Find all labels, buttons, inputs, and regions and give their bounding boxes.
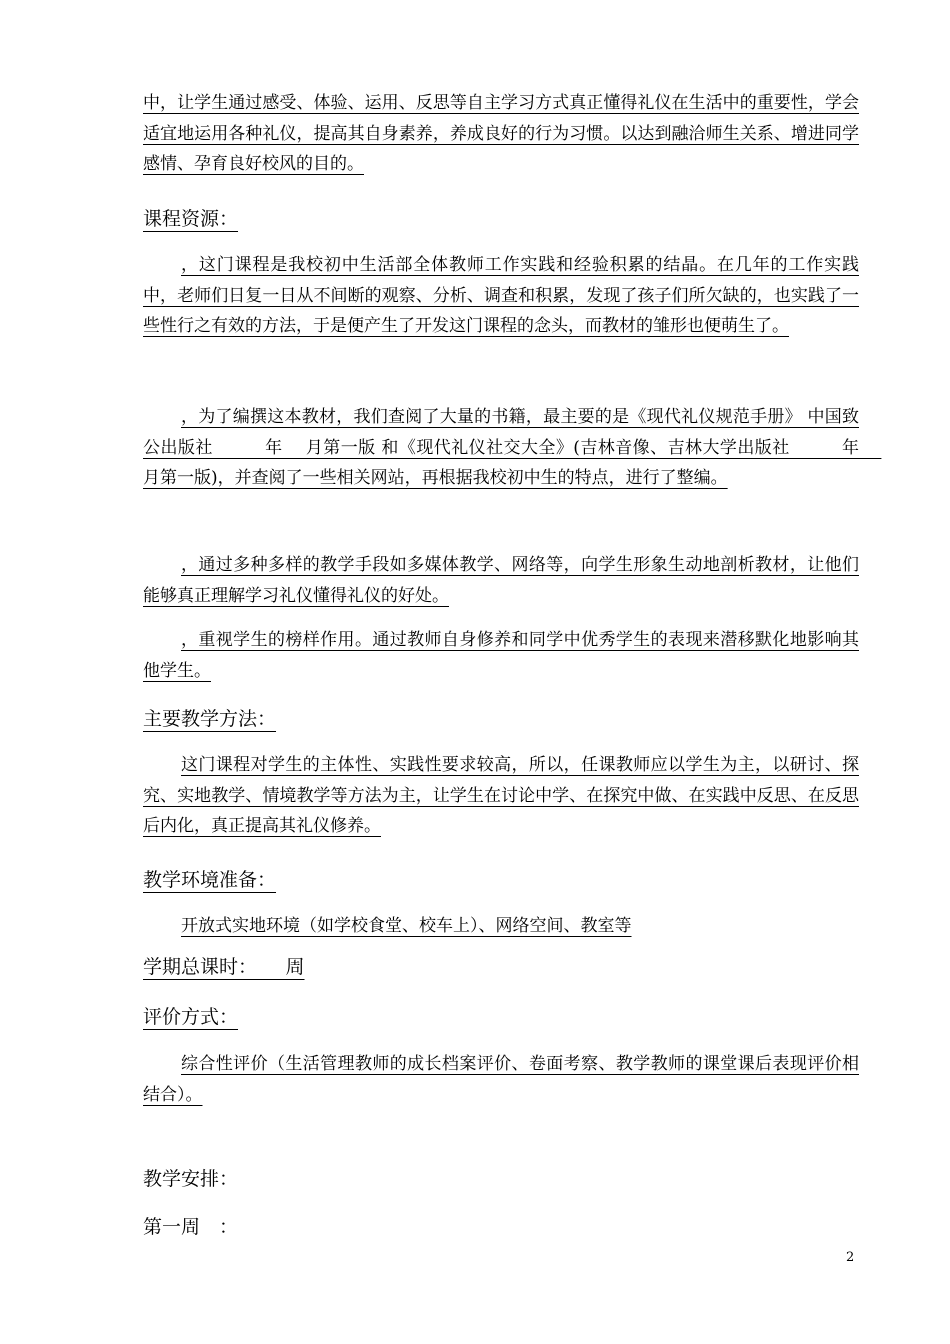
- schedule-heading: 教学安排：: [143, 1168, 239, 1190]
- resources-heading: 课程资源：: [143, 208, 239, 230]
- resources-paragraph-1: ，这门课程是我校初中生活部全体教师工作实践和经验积累的结晶。在几年的工作实践中，老师们日复一日从不间断的观察、分析、调查和积累，发现了孩子们所欠缺的，也实践了一些性行之有效的方法，于是便产生了开发这门课程的念头，而教材的雏形也便萌生了。: [143, 255, 859, 336]
- environment-text: 开放式实地环境（如学校食堂、校车上）、网络空间、教室等: [181, 916, 632, 936]
- methods-heading: 主要教学方法：: [143, 708, 277, 730]
- intro-paragraph: 中，让学生通过感受、体验、运用、反思等自主学习方式真正懂得礼仪在生活中的重要性，学会适宜地运用各种礼仪，提高其自身素养，养成良好的行为习惯。以达到融洽师生关系、增进同学感情、孕育良好校风的目的。: [143, 93, 859, 174]
- week-1-label: 第一周 ：: [143, 1216, 239, 1238]
- methods-paragraph: 这门课程对学生的主体性、实践性要求较高，所以，任课教师应以学生为主，以研讨、探究、实地教学、情境教学等方法为主，让学生在讨论中学、在探究中做、在实践中反思、在反思后内化，真正提高其礼仪修养。: [143, 755, 859, 836]
- evaluation-paragraph: 综合性评价（生活管理教师的成长档案评价、卷面考察、教学教师的课堂课后表现评价相结合）。: [143, 1054, 859, 1105]
- page-number: 2: [846, 1250, 855, 1265]
- resources-paragraph-3: ，通过多种多样的教学手段如多媒体教学、网络等，向学生形象生动地剖析教材，让他们能够真正理解学习礼仪懂得礼仪的好处。: [143, 555, 859, 606]
- resources-paragraph-4: ，重视学生的榜样作用。通过教师自身修养和同学中优秀学生的表现来潜移默化地影响其他学生。: [143, 630, 859, 681]
- resources-paragraph-2: ，为了编撰这本教材，我们查阅了大量的书籍，最主要的是《现代礼仪规范手册》 中国致公出版社 年 月第一版 和《现代礼仪社交大全》(吉林音像、吉林大学出版社 年 月第一版)，并查阅了一些相关网站，再根据我校初中生的特点，进行了整编。: [143, 407, 882, 488]
- total-hours-heading: 学期总课时： 周: [143, 956, 305, 978]
- environment-heading: 教学环境准备：: [143, 869, 277, 891]
- evaluation-heading: 评价方式：: [143, 1006, 239, 1028]
